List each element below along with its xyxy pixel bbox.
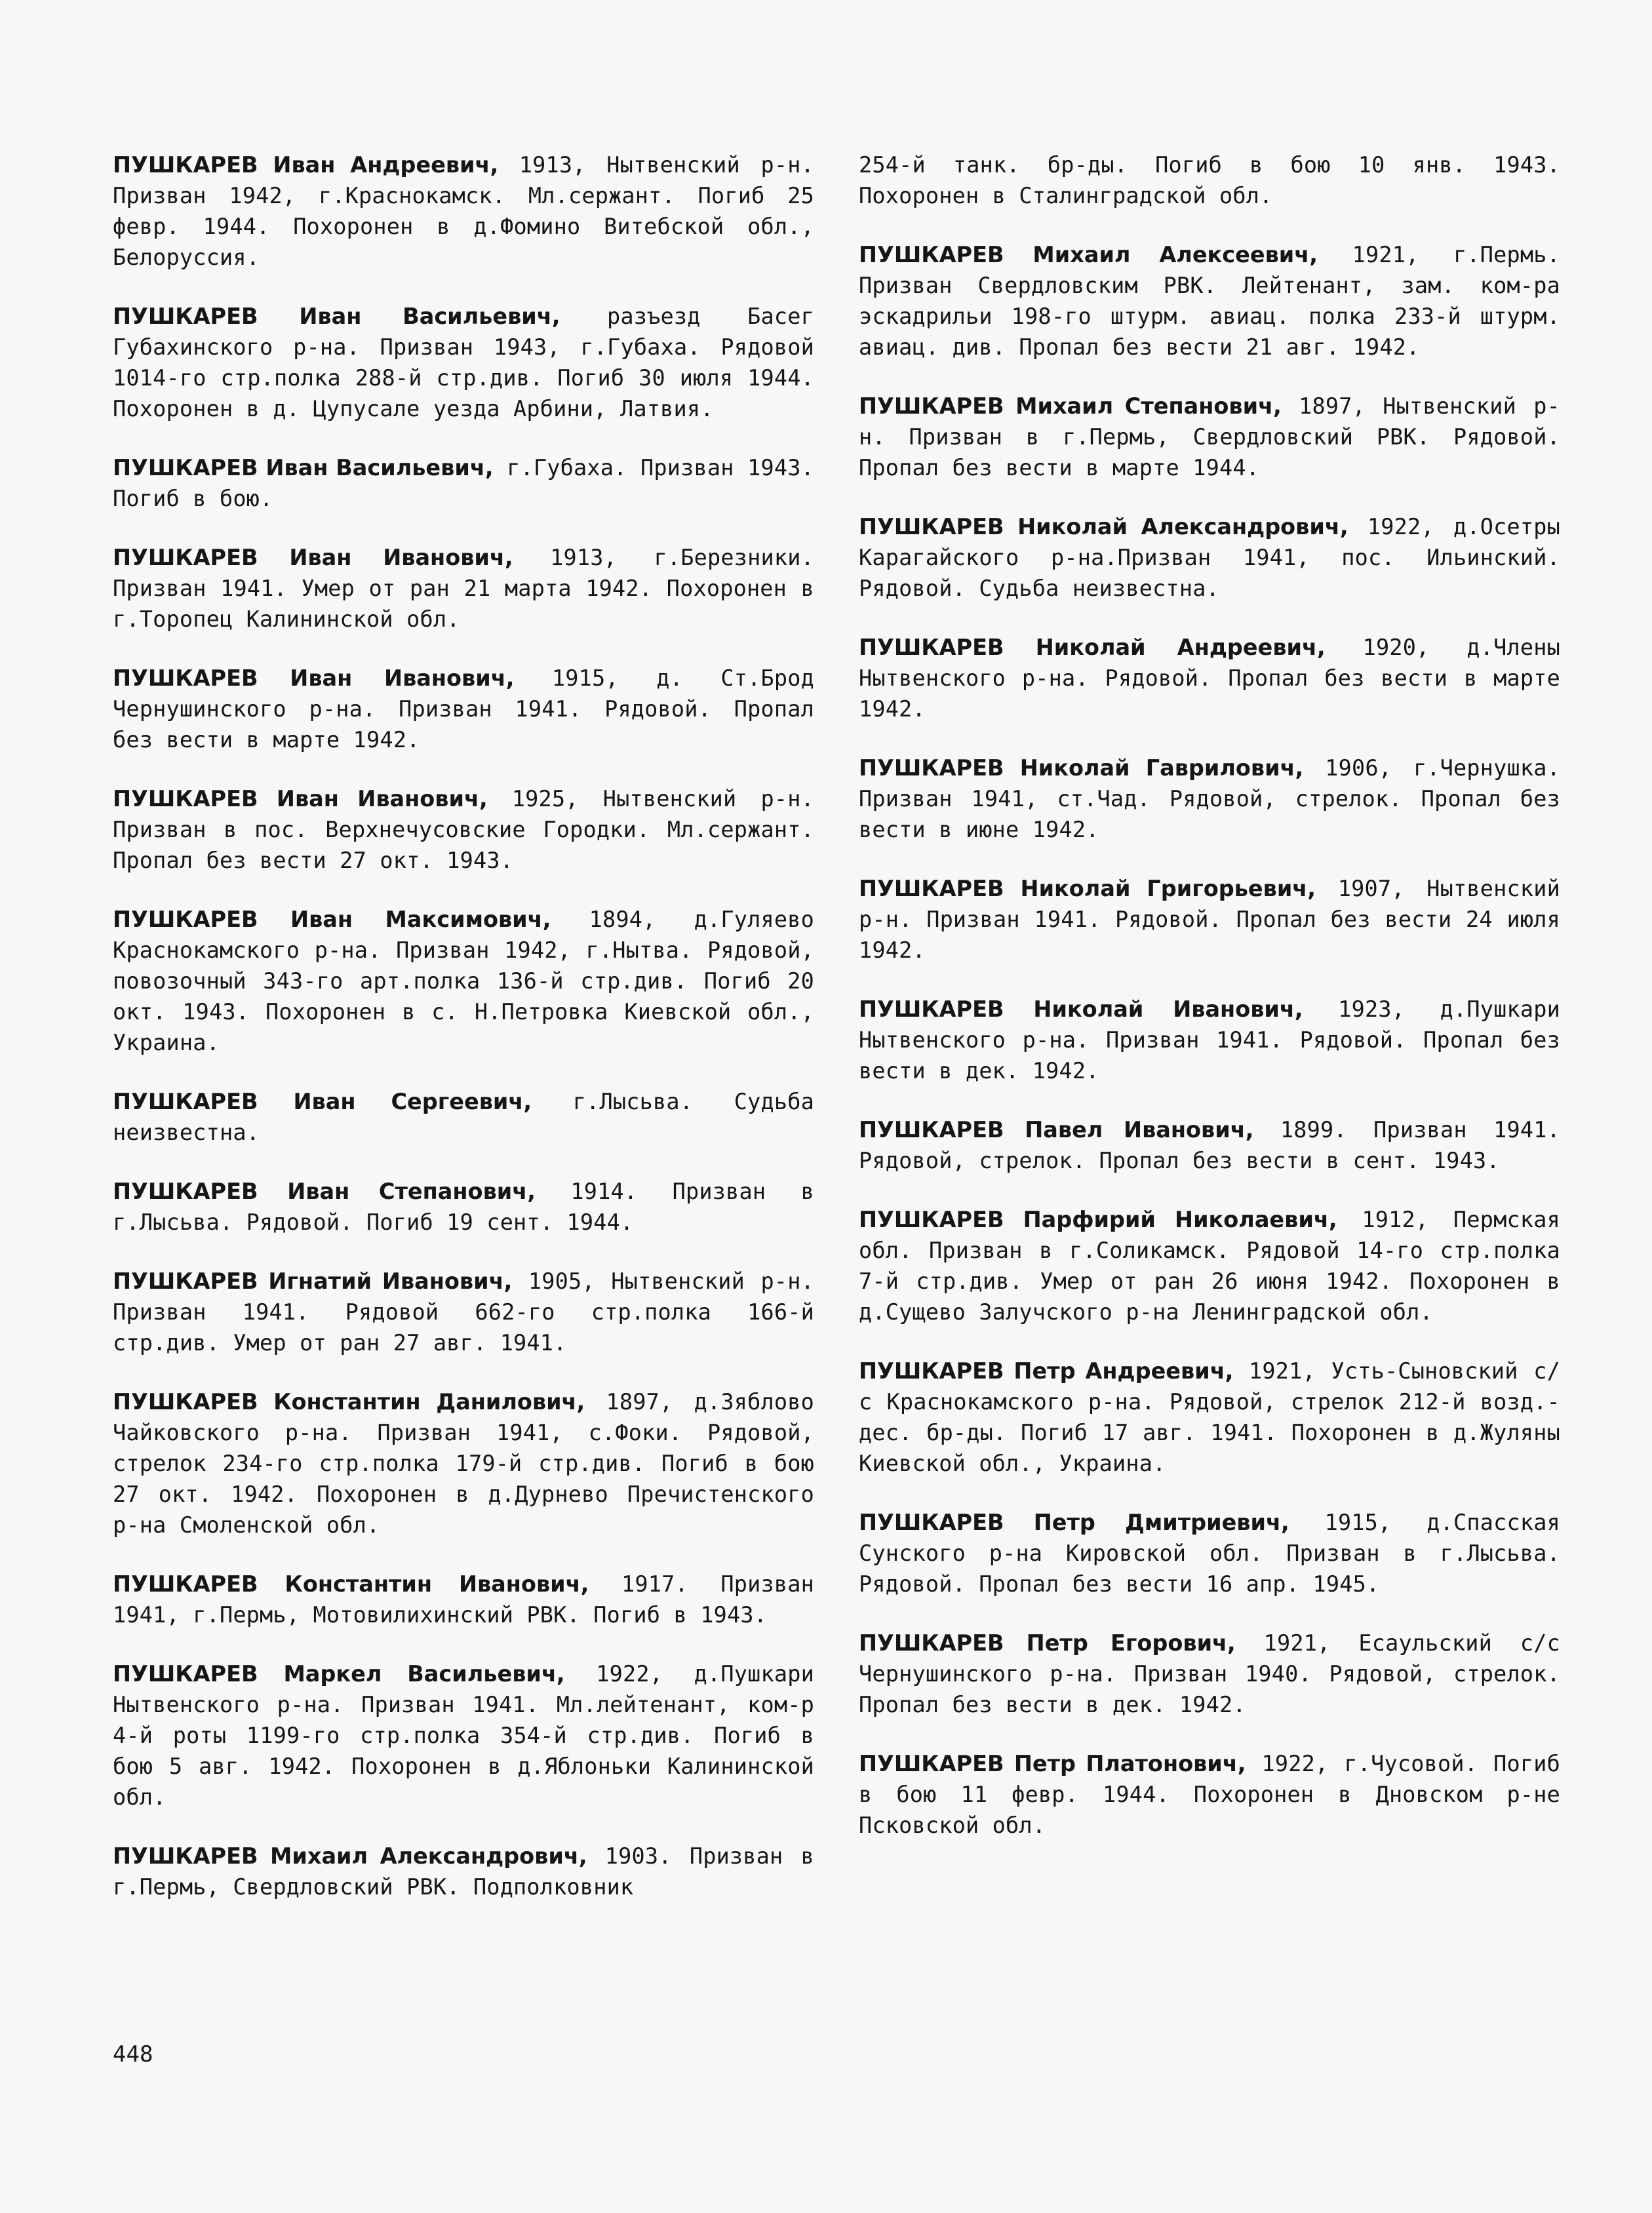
entry-text: 1920, д.Члены Нытвенского р-на. Рядовой. Пропал без вести в марте 1942. <box>859 635 1560 722</box>
entry-text: 1923, д.Пушкари Нытвенского р-на. Призван 1941. Рядовой. Пропал без вести в дек. 1942. <box>859 996 1560 1084</box>
entry-name: ПУШКАРЕВ Николай Иванович, <box>859 996 1303 1022</box>
entry <box>859 753 1560 845</box>
entry <box>113 904 814 1058</box>
entry-text: 1897, д.Зяблово Чайковского р-на. Призван 1941, с.Фоки. Рядовой, стрелок 234-го стр.полка 179-й стр.див. Погиб в бою 27 окт. 1942. Похоронен в д.Дурнево Пречистенского р-на Смоленской обл. <box>113 1389 814 1538</box>
entry <box>859 1507 1560 1599</box>
entry-name: ПУШКАРЕВ Иван Иванович, <box>113 545 513 570</box>
entry-text: 1915, д.Спасская Сунского р-на Кировской обл. Призван в г.Лысьва. Рядовой. Пропал без вести 16 апр. 1945. <box>859 1510 1560 1597</box>
entry <box>859 1114 1560 1176</box>
entry-text: г.Губаха. Призван 1943. Погиб в бою. <box>113 455 814 511</box>
entry-text: 1917. Призван 1941, г.Пермь, Мотовилихинский РВК. Погиб в 1943. <box>113 1571 814 1628</box>
entry <box>859 1628 1560 1720</box>
entry-text: 1914. Призван в г.Лысьва. Рядовой. Погиб 19 сент. 1944. <box>113 1179 814 1235</box>
entry-text: 1921, г.Пермь. Призван Свердловским РВК. Лейтенант, зам. ком-ра эскадрильи 198-го штурм. авиац. полка 233-й штурм. авиац. див. Пропал без вести 21 авг. 1942. <box>859 242 1560 360</box>
entry-continuation <box>859 149 1560 211</box>
entry-name: ПУШКАРЕВ Михаил Алексеевич, <box>859 242 1318 267</box>
entry-name: ПУШКАРЕВ Иван Васильевич, <box>113 304 560 329</box>
entry <box>113 783 814 876</box>
entry-name: ПУШКАРЕВ Петр Андреевич, <box>859 1358 1234 1384</box>
entry <box>859 873 1560 966</box>
entry <box>859 1748 1560 1841</box>
entry-text: 1907, Нытвенский р-н. Призван 1941. Рядовой. Пропал без вести 24 июля 1942. <box>859 876 1560 963</box>
entry-text: 1913, Нытвенский р-н. Призван 1942, г.Краснокамск. Мл.сержант. Погиб 25 февр. 1944. Похоронен в д.Фомино Витебской обл., Белоруссия. <box>113 152 814 270</box>
entry-name: ПУШКАРЕВ Маркел Васильевич, <box>113 1661 565 1687</box>
entry-text: 1899. Призван 1941. Рядовой, стрелок. Пропал без вести в сент. 1943. <box>859 1117 1561 1173</box>
entry-name: ПУШКАРЕВ Иван Иванович, <box>113 786 488 812</box>
entry-name: ПУШКАРЕВ Иван Сергеевич, <box>113 1089 532 1114</box>
entry-name: ПУШКАРЕВ Николай Александрович, <box>859 514 1348 539</box>
left-column <box>113 149 814 1930</box>
entry-text: 1894, д.Гуляево Краснокамского р-на. Призван 1942, г.Нытва. Рядовой, повозочный 343-го арт.полка 136-й стр.див. Погиб 20 окт. 1943. Похоронен в с. Н.Петровка Киевской обл., Украина. <box>113 907 814 1055</box>
entry-text: 1903. Призван в г.Пермь, Свердловский РВК. Подполковник <box>113 1843 814 1900</box>
entry <box>113 542 814 635</box>
entry <box>113 301 814 424</box>
entry <box>113 1658 814 1812</box>
entry <box>859 391 1560 483</box>
entry-name: ПУШКАРЕВ Иван Иванович, <box>113 665 515 691</box>
entry-text: 254-й танк. бр-ды. Погиб в бою 10 янв. 1943. Похоронен в Сталинградской обл. <box>859 152 1560 208</box>
entry-text: 1906, г.Чернушка. Призван 1941, ст.Чад. Рядовой, стрелок. Пропал без вести в июне 1942. <box>859 755 1560 842</box>
entry-text: 1897, Нытвенский р-н. Призван в г.Пермь, Свердловский РВК. Рядовой. Пропал без вести в марте 1944. <box>859 393 1561 480</box>
entry-text: 1921, Усть-Сыновский с/с Краснокамского р-на. Рядовой, стрелок 212-й возд.-дес. бр-ды. Погиб 17 авг. 1941. Похоронен в д.Жуляны Киевской обл., Украина. <box>859 1358 1560 1476</box>
entry-text: г.Лысьва. Судьба неизвестна. <box>113 1089 814 1145</box>
entry <box>113 1841 814 1902</box>
entry <box>859 632 1560 724</box>
entry-name: ПУШКАРЕВ Иван Степанович, <box>113 1179 536 1204</box>
entry <box>113 1569 814 1630</box>
entry-name: ПУШКАРЕВ Константин Иванович, <box>113 1571 589 1597</box>
entry-text: 1922, г.Чусовой. Погиб в бою 11 февр. 1944. Похоронен в Дновском р-не Псковской обл. <box>859 1751 1560 1838</box>
entry <box>859 239 1560 362</box>
entry-text: 1905, Нытвенский р-н. Призван 1941. Рядовой 662-го стр.полка 166-й стр.див. Умер от ран 27 авг. 1941. <box>113 1268 814 1356</box>
entry <box>113 1386 814 1540</box>
entry-name: ПУШКАРЕВ Петр Егорович, <box>859 1630 1236 1656</box>
entry-text: 1915, д. Ст.Брод Чернушинского р-на. Призван 1941. Рядовой. Пропал без вести в марте 1942. <box>113 665 814 753</box>
entry <box>113 1176 814 1238</box>
entry <box>859 1356 1560 1479</box>
page-number: 448 <box>113 2041 153 2067</box>
entry-text: 1912, Пермская обл. Призван в г.Соликамск. Рядовой 14-го стр.полка 7-й стр.див. Умер от ран 26 июня 1942. Похоронен в д.Сущево Залучского р-на Ленинградской обл. <box>859 1207 1561 1325</box>
entry-text: 1913, г.Березники. Призван 1941. Умер от ран 21 марта 1942. Похоронен в г.Торопец Калининской обл. <box>113 545 814 632</box>
entry-name: ПУШКАРЕВ Константин Данилович, <box>113 1389 585 1415</box>
entry-name: ПУШКАРЕВ Иван Максимович, <box>113 907 551 932</box>
entry <box>113 149 814 273</box>
entry-name: ПУШКАРЕВ Иван Андреевич, <box>113 152 499 178</box>
entry-name: ПУШКАРЕВ Петр Дмитриевич, <box>859 1510 1289 1535</box>
entry-text: разъезд Басег Губахинского р-на. Призван 1943, г.Губаха. Рядовой 1014-го стр.полка 288-й стр.див. Погиб 30 июля 1944. Похоронен в д. Цупусале уезда Арбини, Латвия. <box>113 304 814 421</box>
entry-text: 1922, д.Осетры Карагайского р-на.Призван 1941, пос. Ильинский. Рядовой. Судьба неизвестна. <box>859 514 1560 601</box>
entry <box>859 994 1560 1086</box>
entry <box>113 663 814 755</box>
entry-name: ПУШКАРЕВ Михаил Степанович, <box>859 393 1282 419</box>
entry-name: ПУШКАРЕВ Николай Андреевич, <box>859 635 1326 660</box>
entry-name: ПУШКАРЕВ Парфирий Николаевич, <box>859 1207 1337 1232</box>
entry-name: ПУШКАРЕВ Иван Васильевич, <box>113 455 494 480</box>
entry-text: 1925, Нытвенский р-н. Призван в пос. Верхнечусовские Городки. Мл.сержант. Пропал без вести 27 окт. 1943. <box>113 786 814 873</box>
entry-name: ПУШКАРЕВ Павел Иванович, <box>859 1117 1254 1143</box>
entry <box>113 452 814 514</box>
entry-text: 1921, Есаульский с/с Чернушинского р-на. Призван 1940. Рядовой, стрелок. Пропал без вести в дек. 1942. <box>859 1630 1560 1717</box>
right-column <box>859 149 1560 1869</box>
entry <box>113 1086 814 1148</box>
entry <box>859 1204 1560 1327</box>
entry-name: ПУШКАРЕВ Михаил Александрович, <box>113 1843 587 1869</box>
entry-name: ПУШКАРЕВ Николай Григорьевич, <box>859 876 1316 901</box>
entry <box>859 511 1560 604</box>
entry <box>113 1266 814 1358</box>
entry-name: ПУШКАРЕВ Николай Гаврилович, <box>859 755 1304 781</box>
entry-name: ПУШКАРЕВ Петр Платонович, <box>859 1751 1246 1776</box>
entry-name: ПУШКАРЕВ Игнатий Иванович, <box>113 1268 513 1294</box>
entry-text: 1922, д.Пушкари Нытвенского р-на. Призван 1941. Мл.лейтенант, ком-р 4-й роты 1199-го стр.полка 354-й стр.див. Погиб в бою 5 авг. 1942. Похоронен в д.Яблоньки Калининской обл. <box>113 1661 815 1810</box>
